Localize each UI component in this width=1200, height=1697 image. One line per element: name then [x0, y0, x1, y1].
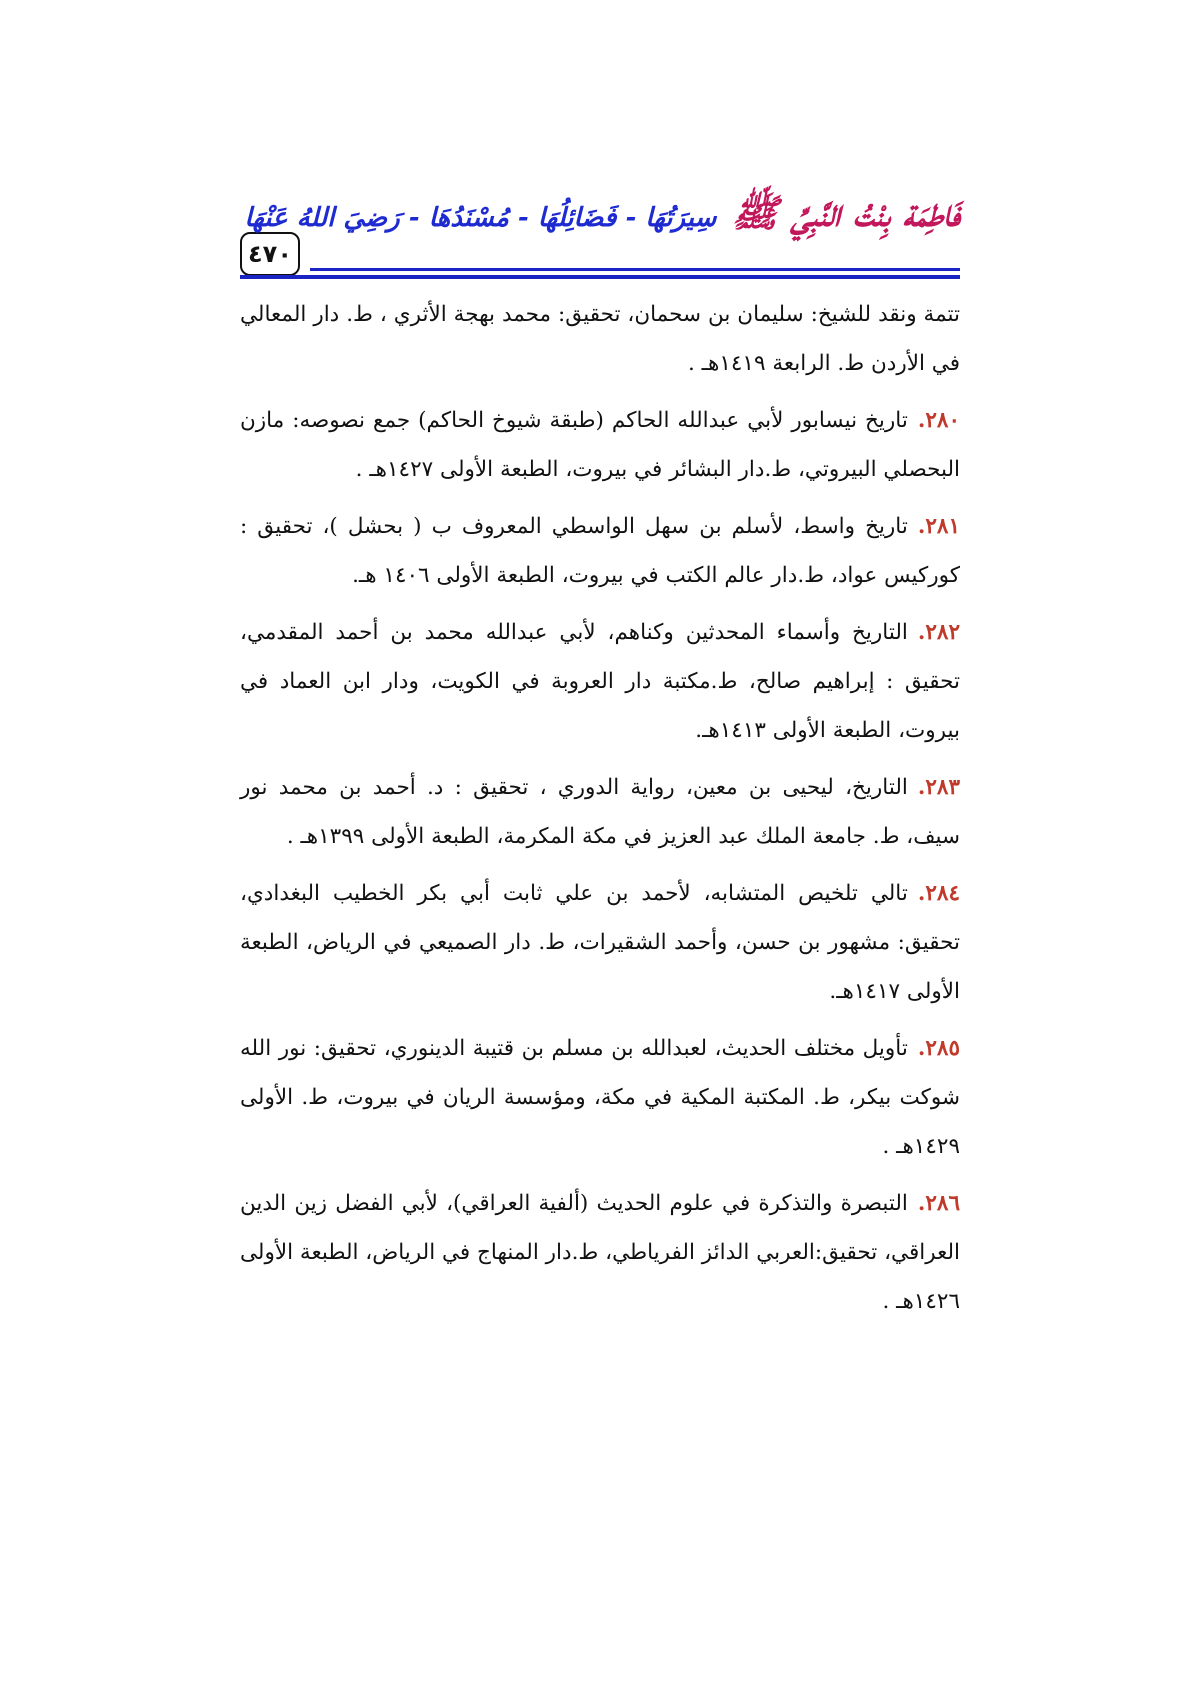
bibliography-entry	[240, 1024, 960, 1171]
entry-text: تتمة ونقد للشيخ: سليمان بن سحمان، تحقيق: محمد بهجة الأثري ، ط. دار المعالي في الأردن ط. الرابعة ١٤١٩هـ .	[240, 302, 960, 376]
book-title: فَاطِمَة بِنْتُ النَّبِيِّ ﷺ	[732, 190, 960, 235]
entry-number: ٢٨١.	[917, 514, 960, 539]
bibliography-entry	[240, 608, 960, 755]
bibliography-entry	[240, 502, 960, 600]
entry-number: ٢٨٠.	[917, 408, 960, 433]
entry-number: ٢٨٤.	[917, 881, 960, 906]
entry-text: تاريخ واسط، لأسلم بن سهل الواسطي المعروف ب ( بحشل )، تحقيق : كوركيس عواد، ط.دار عالم الكتب في بيروت، الطبعة الأولى ١٤٠٦ هـ.	[240, 514, 960, 588]
bibliography-entry	[240, 763, 960, 861]
page-number: ٤٧٠	[240, 232, 300, 276]
entry-text: تاريخ نيسابور لأبي عبدالله الحاكم (طبقة شيوخ الحاكم) جمع نصوصه: مازن البحصلي البيروتي، ط.دار البشائر في بيروت، الطبعة الأولى ١٤٢٧هـ .	[240, 408, 960, 482]
page-header	[240, 190, 960, 270]
entry-number: ٢٨٣.	[917, 775, 960, 800]
bibliography-entry	[240, 396, 960, 494]
entry-text: التاريخ، ليحيى بن معين، رواية الدوري ، تحقيق : د. أحمد بن محمد نور سيف، ط. جامعة الملك عبد العزيز في مكة المكرمة، الطبعة الأولى ١٣٩٩هـ .	[240, 775, 960, 849]
header-rule-top	[310, 268, 960, 271]
entry-number: ٢٨٥.	[917, 1036, 960, 1061]
entry-number: ٢٨٢.	[917, 620, 960, 645]
bibliography-list	[240, 290, 960, 1334]
entry-text: التبصرة والتذكرة في علوم الحديث (ألفية العراقي)، لأبي الفضل زين الدين العراقي، تحقيق:العربي الدائز الفرياطي، ط.دار المنهاج في الرياض، الطبعة الأولى ١٤٢٦هـ .	[240, 1191, 960, 1314]
entry-text: التاريخ وأسماء المحدثين وكناهم، لأبي عبدالله محمد بن أحمد المقدمي، تحقيق : إبراهيم صالح، ط.مكتبة دار العروبة في الكويت، ودار ابن العماد في بيروت، الطبعة الأولى ١٤١٣هـ.	[240, 620, 960, 743]
entry-number: ٢٨٦.	[917, 1191, 960, 1216]
entry-text: تأويل مختلف الحديث، لعبدالله بن مسلم بن قتيبة الدينوري، تحقيق: نور الله شوكت بيكر، ط. المكتبة المكية في مكة، ومؤسسة الريان في بيروت، ط. الأولى ١٤٢٩هـ .	[240, 1036, 960, 1159]
header-rule	[240, 275, 960, 279]
bibliography-entry-continued	[240, 290, 960, 388]
bibliography-entry	[240, 1179, 960, 1326]
entry-text: تالي تلخيص المتشابه، لأحمد بن علي ثابت أبي بكر الخطيب البغدادي، تحقيق: مشهور بن حسن، وأحمد الشقيرات، ط. دار الصميعي في الرياض، الطبعة الأولى ١٤١٧هـ.	[240, 881, 960, 1004]
book-subtitle: سِيرَتُهَا - فَضَائِلُهَا - مُسْنَدُهَا - رَضِيَ اللهُ عَنْهَا	[244, 203, 717, 233]
bibliography-entry	[240, 869, 960, 1016]
running-title	[244, 190, 960, 260]
